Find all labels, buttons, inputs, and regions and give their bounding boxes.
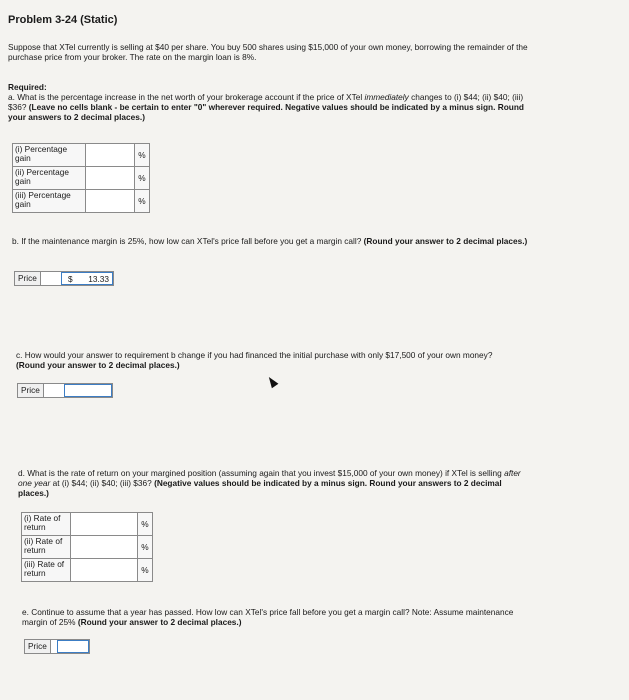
table-row [13, 190, 150, 213]
part-e-price-field [24, 639, 90, 654]
table-row [22, 559, 153, 582]
price-label: Price [18, 384, 44, 397]
part-a-instructions: (Leave no cells blank - be certain to enter "0" wherever required. Negative values should be indicated by a minus sign. Round your answers to 2 decimal places.) [8, 102, 524, 122]
rate-of-return-input-1[interactable] [71, 513, 138, 536]
required-label: Required: [8, 82, 47, 92]
part-c-question [16, 350, 521, 370]
page-title: Problem 3-24 (Static) [8, 14, 118, 26]
part-c-text: c. How would your answer to requirement b change if you had financed the initial purchase with only $17,500 of your own money? [16, 350, 493, 360]
table-row [13, 144, 150, 167]
price-label: Price [25, 640, 51, 653]
part-d-question [18, 468, 523, 498]
percent-unit: % [135, 167, 150, 190]
percent-unit: % [138, 536, 153, 559]
table-row [22, 513, 153, 536]
percent-unit: % [138, 559, 153, 582]
part-d-text-2: at (i) $44; (ii) $40; (iii) $36? [50, 478, 155, 488]
percentage-gain-input-3[interactable] [86, 190, 135, 213]
part-d-instructions: (Negative values should be indicated by a minus sign. Round your answers to 2 decimal places.) [18, 478, 502, 498]
row-label: (i) Percentage gain [13, 144, 86, 167]
part-c-price-field [17, 383, 113, 398]
part-e-instructions: (Round your answer to 2 decimal places.) [77, 617, 242, 627]
row-label: (iii) Percentage gain [13, 190, 86, 213]
mouse-pointer-icon [266, 375, 279, 389]
part-d-emphasis: after one year [18, 468, 521, 488]
percent-unit: % [135, 144, 150, 167]
part-c-instructions: (Round your answer to 2 decimal places.) [16, 360, 180, 370]
part-a-emphasis: immediately [364, 92, 409, 102]
currency-symbol: $ [68, 274, 73, 284]
part-a-text: a. What is the percentage increase in the net worth of your brokerage account if the price of XTel [8, 92, 365, 102]
part-e-text: e. Continue to assume that a year has passed. How low can XTel's price fall before you get a margin call? Note: Assume maintenance margin of 25% [22, 607, 514, 627]
percentage-gain-input-2[interactable] [86, 167, 135, 190]
part-b-question [12, 236, 537, 246]
part-b-price-field [14, 271, 114, 286]
table-row [13, 167, 150, 190]
part-d-table [21, 512, 153, 582]
part-d-text: d. What is the rate of return on your margined position (assuming again that you invest $15,000 of your own money) if XTel is selling [18, 468, 505, 478]
percentage-gain-input-1[interactable] [86, 144, 135, 167]
percent-unit: % [138, 513, 153, 536]
row-label: (i) Rate of return [22, 513, 71, 536]
problem-intro: Suppose that XTel currently is selling at $40 per share. You buy 500 shares using $15,000 of your own money, borrowing the remainder of the purchase price from your broker. The rate on the margin loan is 8%. [8, 42, 528, 62]
row-label: (iii) Rate of return [22, 559, 71, 582]
percent-unit: % [135, 190, 150, 213]
part-a-question [8, 92, 540, 122]
price-input-e[interactable] [57, 640, 89, 653]
row-label: (ii) Rate of return [22, 536, 71, 559]
part-b-instructions: (Round your answer to 2 decimal places.) [363, 236, 528, 246]
price-value: 13.33 [88, 274, 109, 284]
rate-of-return-input-2[interactable] [71, 536, 138, 559]
table-row [22, 536, 153, 559]
price-input-b[interactable] [61, 272, 113, 285]
part-a-text-2: changes to (i) $44; (ii) $40; (iii) $36? [8, 92, 524, 112]
price-label: Price [15, 272, 41, 285]
part-e-question [22, 607, 527, 627]
row-label: (ii) Percentage gain [13, 167, 86, 190]
price-input-c[interactable] [64, 384, 112, 397]
rate-of-return-input-3[interactable] [71, 559, 138, 582]
part-b-text: b. If the maintenance margin is 25%, how low can XTel's price fall before you get a margin call? [12, 236, 364, 246]
part-a-table [12, 143, 150, 213]
